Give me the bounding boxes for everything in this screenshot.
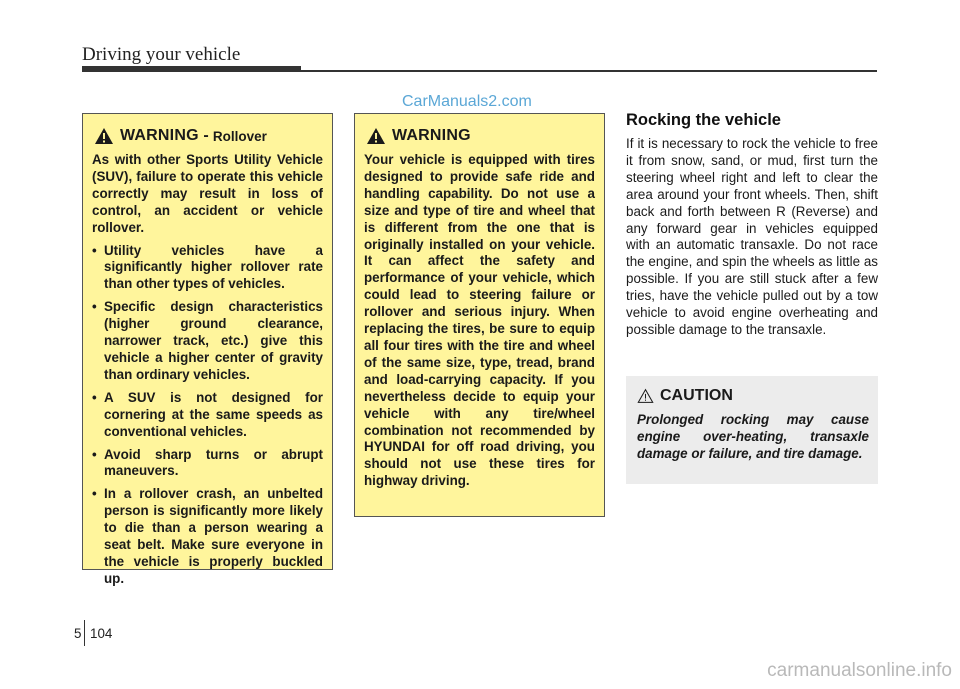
rocking-body-text: If it is necessary to rock the vehicle to free it from snow, sand, or mud, first turn the steering wheel right and left to clear the area around your front wheels. Then, shift back and forth between R (Reverse) and any forward gear in vehicles equipped with an automatic transaxle. Do not race the engine, and spin the wheels as little as possible. If you are still stuck after a few tries, have the vehicle pulled out by a tow vehicle to avoid engine overheating and possible damage to the transaxle. <box>626 136 878 337</box>
chapter-number: 5 <box>74 626 82 641</box>
caution-box <box>626 376 878 484</box>
header-title: Driving your vehicle <box>82 44 241 65</box>
list-item <box>92 486 323 587</box>
list-item-text: Avoid sharp turns or abrupt maneuvers. <box>104 446 323 479</box>
bullet-dot-icon: • <box>92 486 97 502</box>
warning-rollover-subtitle: Rollover <box>212 128 267 144</box>
warning-triangle-icon <box>94 127 114 145</box>
footer-divider <box>84 620 85 646</box>
list-item <box>92 447 323 481</box>
warning-rollover-box <box>82 113 333 586</box>
list-item <box>92 299 323 384</box>
bullet-dot-icon: • <box>92 299 97 315</box>
warning-tires-text: Your vehicle is equipped with tires designed to provide safe ride and handling capability. Do not use a size and type of tire and wheel that is different from the one that is originally installed on your vehicle. It can affect the safety and performance of your vehicle, which could lead to steering failure or rollover and serious injury. When replacing the tires, be sure to equip all four tires with the tire and wheel of the same size, type, tread, brand and load-carrying capacity. If you nevertheless decide to equip your vehicle with any tire/wheel combination not recommended by HYUNDAI for off road driving, you should not use these tires for highway driving. <box>364 152 595 489</box>
list-item-text: In a rollover crash, an unbelted person is significantly more likely to die than a person wearing a seat belt. Make sure everyone in the vehicle is properly buckled up. <box>104 486 323 586</box>
bullet-dot-icon: • <box>92 446 97 462</box>
list-item-text: A SUV is not designed for cornering at the same speeds as conventional vehicles. <box>104 389 323 439</box>
bullet-dot-icon: • <box>92 242 97 258</box>
caution-triangle-icon <box>637 388 654 404</box>
warning-rollover-header <box>94 126 323 146</box>
caution-title: CAUTION <box>660 387 733 404</box>
warning-tires-box <box>354 113 605 517</box>
caution-text: Prolonged rocking may cause engine over-heating, transaxle damage or failure, and tire damage. <box>637 412 869 461</box>
warning-tires-title: WARNING <box>392 127 471 144</box>
footer-watermark-link[interactable]: carmanualsonline.info <box>767 660 952 681</box>
warning-tires-header <box>366 126 595 146</box>
warning-triangle-icon <box>366 127 386 145</box>
list-item <box>92 390 323 441</box>
caution-header <box>637 386 869 406</box>
warning-rollover-intro: As with other Sports Utility Vehicle (SUV), failure to operate this vehicle correctly may result in loss of control, an accident or vehicle rollover. <box>92 152 323 235</box>
list-item-text: Utility vehicles have a significantly higher rollover rate than other types of vehicles. <box>104 242 323 292</box>
bullet-dot-icon: • <box>92 389 97 405</box>
header-divider <box>82 70 877 72</box>
list-item <box>92 243 323 294</box>
warning-rollover-title: WARNING - <box>120 127 209 144</box>
watermark-link[interactable]: CarManuals2.com <box>402 93 532 110</box>
section-title: Rocking the vehicle <box>626 111 781 129</box>
page-number: 104 <box>90 626 113 641</box>
warning-rollover-list <box>92 243 323 588</box>
list-item-text: Specific design characteristics (higher ground clearance, narrower track, etc.) give this vehicle a higher center of gravity than ordinary vehicles. <box>104 299 323 382</box>
